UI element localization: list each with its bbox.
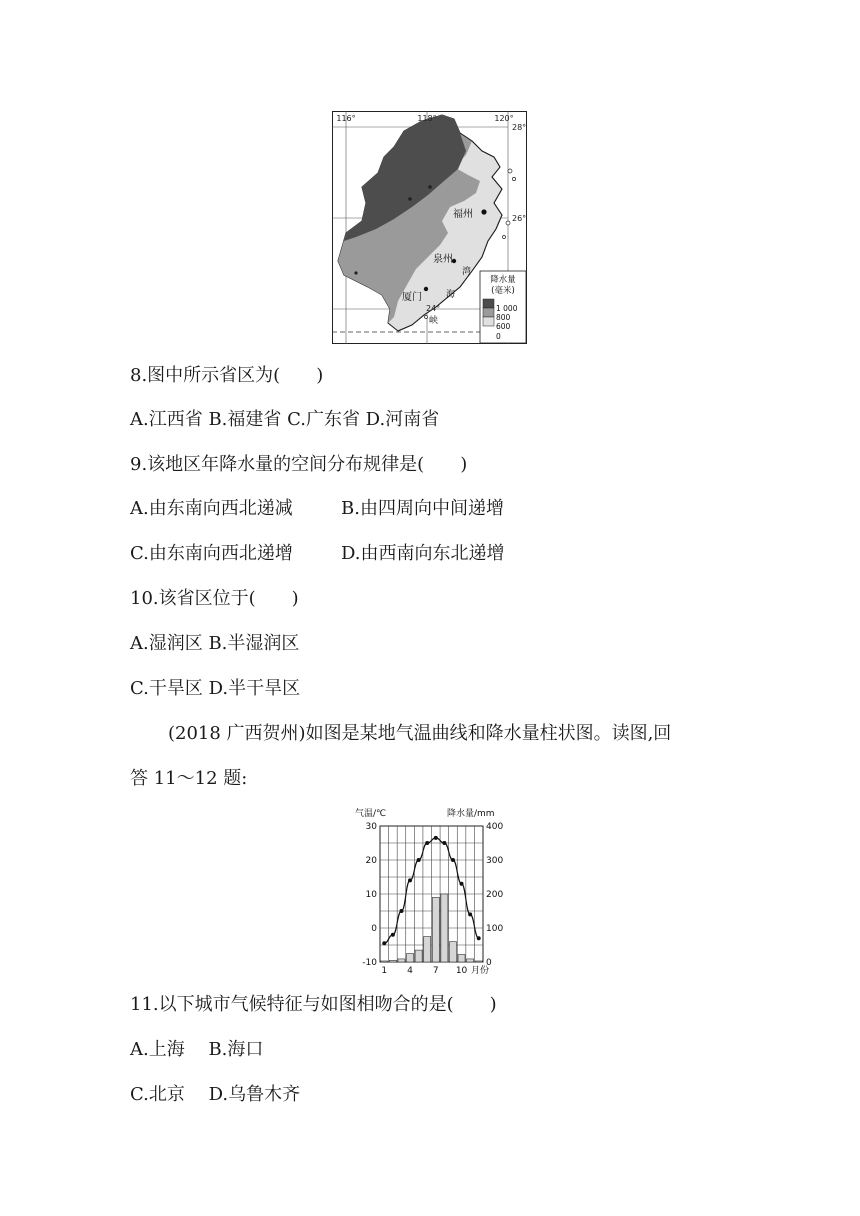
- precip-axis-label: 降水量/mm: [447, 809, 495, 819]
- precip-bar-8: [441, 894, 448, 962]
- precip-bar-2: [389, 960, 396, 962]
- precip-bar-10: [458, 955, 465, 962]
- temp-axis-label: 气温/℃: [355, 809, 387, 819]
- precip-bar-5: [415, 950, 422, 962]
- place-quanzhou: 泉州: [433, 254, 453, 265]
- place-fuzhou: 福州: [453, 209, 473, 220]
- question-10-options-1: A.湿润区 B.半湿润区: [130, 633, 300, 654]
- precip-bar-12: [475, 961, 482, 962]
- lat-label-28: 28°: [512, 123, 527, 132]
- temp-point-8: [442, 841, 446, 845]
- temp-point-5: [417, 858, 421, 862]
- month-tick-label: 1: [381, 966, 388, 976]
- temp-point-9: [451, 858, 455, 862]
- question-11: 11.以下城市气候特征与如图相吻合的是( ): [130, 994, 497, 1015]
- intro-line-2: 答 11～12 题:: [130, 768, 248, 789]
- temp-point-11: [468, 912, 472, 916]
- question-10: 10.该省区位于( ): [130, 588, 299, 609]
- sea-label-xia: 峡: [429, 316, 439, 326]
- temp-point-12: [477, 936, 481, 940]
- precip-tick-label: 400: [486, 822, 504, 832]
- sea-label-hai: 海: [446, 290, 456, 300]
- legend-value-600: 600: [496, 322, 511, 331]
- question-9-option-d: D.由西南向东北递增: [341, 543, 505, 564]
- temp-point-7: [434, 836, 438, 840]
- temp-tick-label: 10: [365, 890, 377, 900]
- month-unit-label: 月份: [470, 966, 489, 976]
- lon-label-120: 120°: [494, 114, 514, 123]
- precip-bar-3: [398, 959, 405, 962]
- question-9: 9.该地区年降水量的空间分布规律是( ): [130, 454, 468, 475]
- temp-point-1: [382, 941, 386, 945]
- sea-label-wan: 湾: [462, 267, 472, 277]
- temp-tick-label: 30: [365, 822, 377, 832]
- precip-tick-label: 300: [486, 856, 504, 866]
- question-11-options-2: C.北京 D.乌鲁木齐: [130, 1084, 301, 1105]
- month-tick-label: 7: [432, 966, 439, 976]
- precip-tick-label: 100: [486, 924, 504, 934]
- legend-value-1000: 1 000: [496, 304, 518, 313]
- legend-title: 降水量: [490, 275, 516, 285]
- precip-bar-6: [424, 937, 431, 963]
- lon-label-118: 118°: [417, 114, 437, 123]
- climate-chart: [355, 805, 515, 980]
- lat-label-24: 24°: [426, 304, 441, 313]
- month-tick-label: 10: [455, 966, 468, 976]
- temp-tick-label: 20: [365, 856, 377, 866]
- lon-label-116: 116°: [336, 114, 356, 123]
- precip-tick-label: 0: [486, 958, 492, 968]
- temp-point-4: [408, 878, 412, 882]
- fuzhou-dot: [481, 209, 486, 214]
- question-8: 8.图中所示省区为( ): [130, 365, 324, 386]
- legend-value-800: 800: [496, 313, 511, 322]
- xiamen-dot: [424, 287, 428, 291]
- temp-point-3: [399, 909, 403, 913]
- intro-line-1: (2018 广西贺州)如图是某地气温曲线和降水量柱状图。读图,回: [168, 723, 672, 744]
- month-tick-label: 4: [407, 966, 413, 976]
- question-9-option-a: A.由东南向西北递减: [130, 498, 293, 519]
- legend-value-0: 0: [496, 332, 501, 341]
- place-xiamen: 厦门: [402, 292, 422, 303]
- question-11-options-1: A.上海 B.海口: [130, 1039, 264, 1060]
- temp-tick-label: -10: [362, 958, 377, 968]
- question-8-options: A.江西省 B.福建省 C.广东省 D.河南省: [130, 409, 440, 430]
- temp-point-6: [425, 841, 429, 845]
- question-9-option-b: B.由四周向中间递增: [341, 498, 504, 519]
- map-legend: [480, 271, 526, 343]
- question-9-option-c: C.由东南向西北递增: [130, 543, 293, 564]
- precip-tick-label: 200: [486, 890, 504, 900]
- precip-bar-11: [467, 959, 474, 962]
- temp-tick-label: 0: [371, 924, 377, 934]
- lat-label-26: 26°: [512, 214, 527, 223]
- question-10-options-2: C.干旱区 D.半干旱区: [130, 678, 301, 699]
- legend-unit: (毫米): [491, 286, 515, 296]
- precip-bar-1: [381, 961, 388, 962]
- precip-bar-9: [449, 942, 456, 962]
- precip-bar-4: [407, 954, 414, 963]
- temp-point-10: [460, 882, 464, 886]
- temp-point-2: [391, 933, 395, 937]
- precip-bar-7: [432, 897, 439, 962]
- precipitation-map: [332, 111, 527, 344]
